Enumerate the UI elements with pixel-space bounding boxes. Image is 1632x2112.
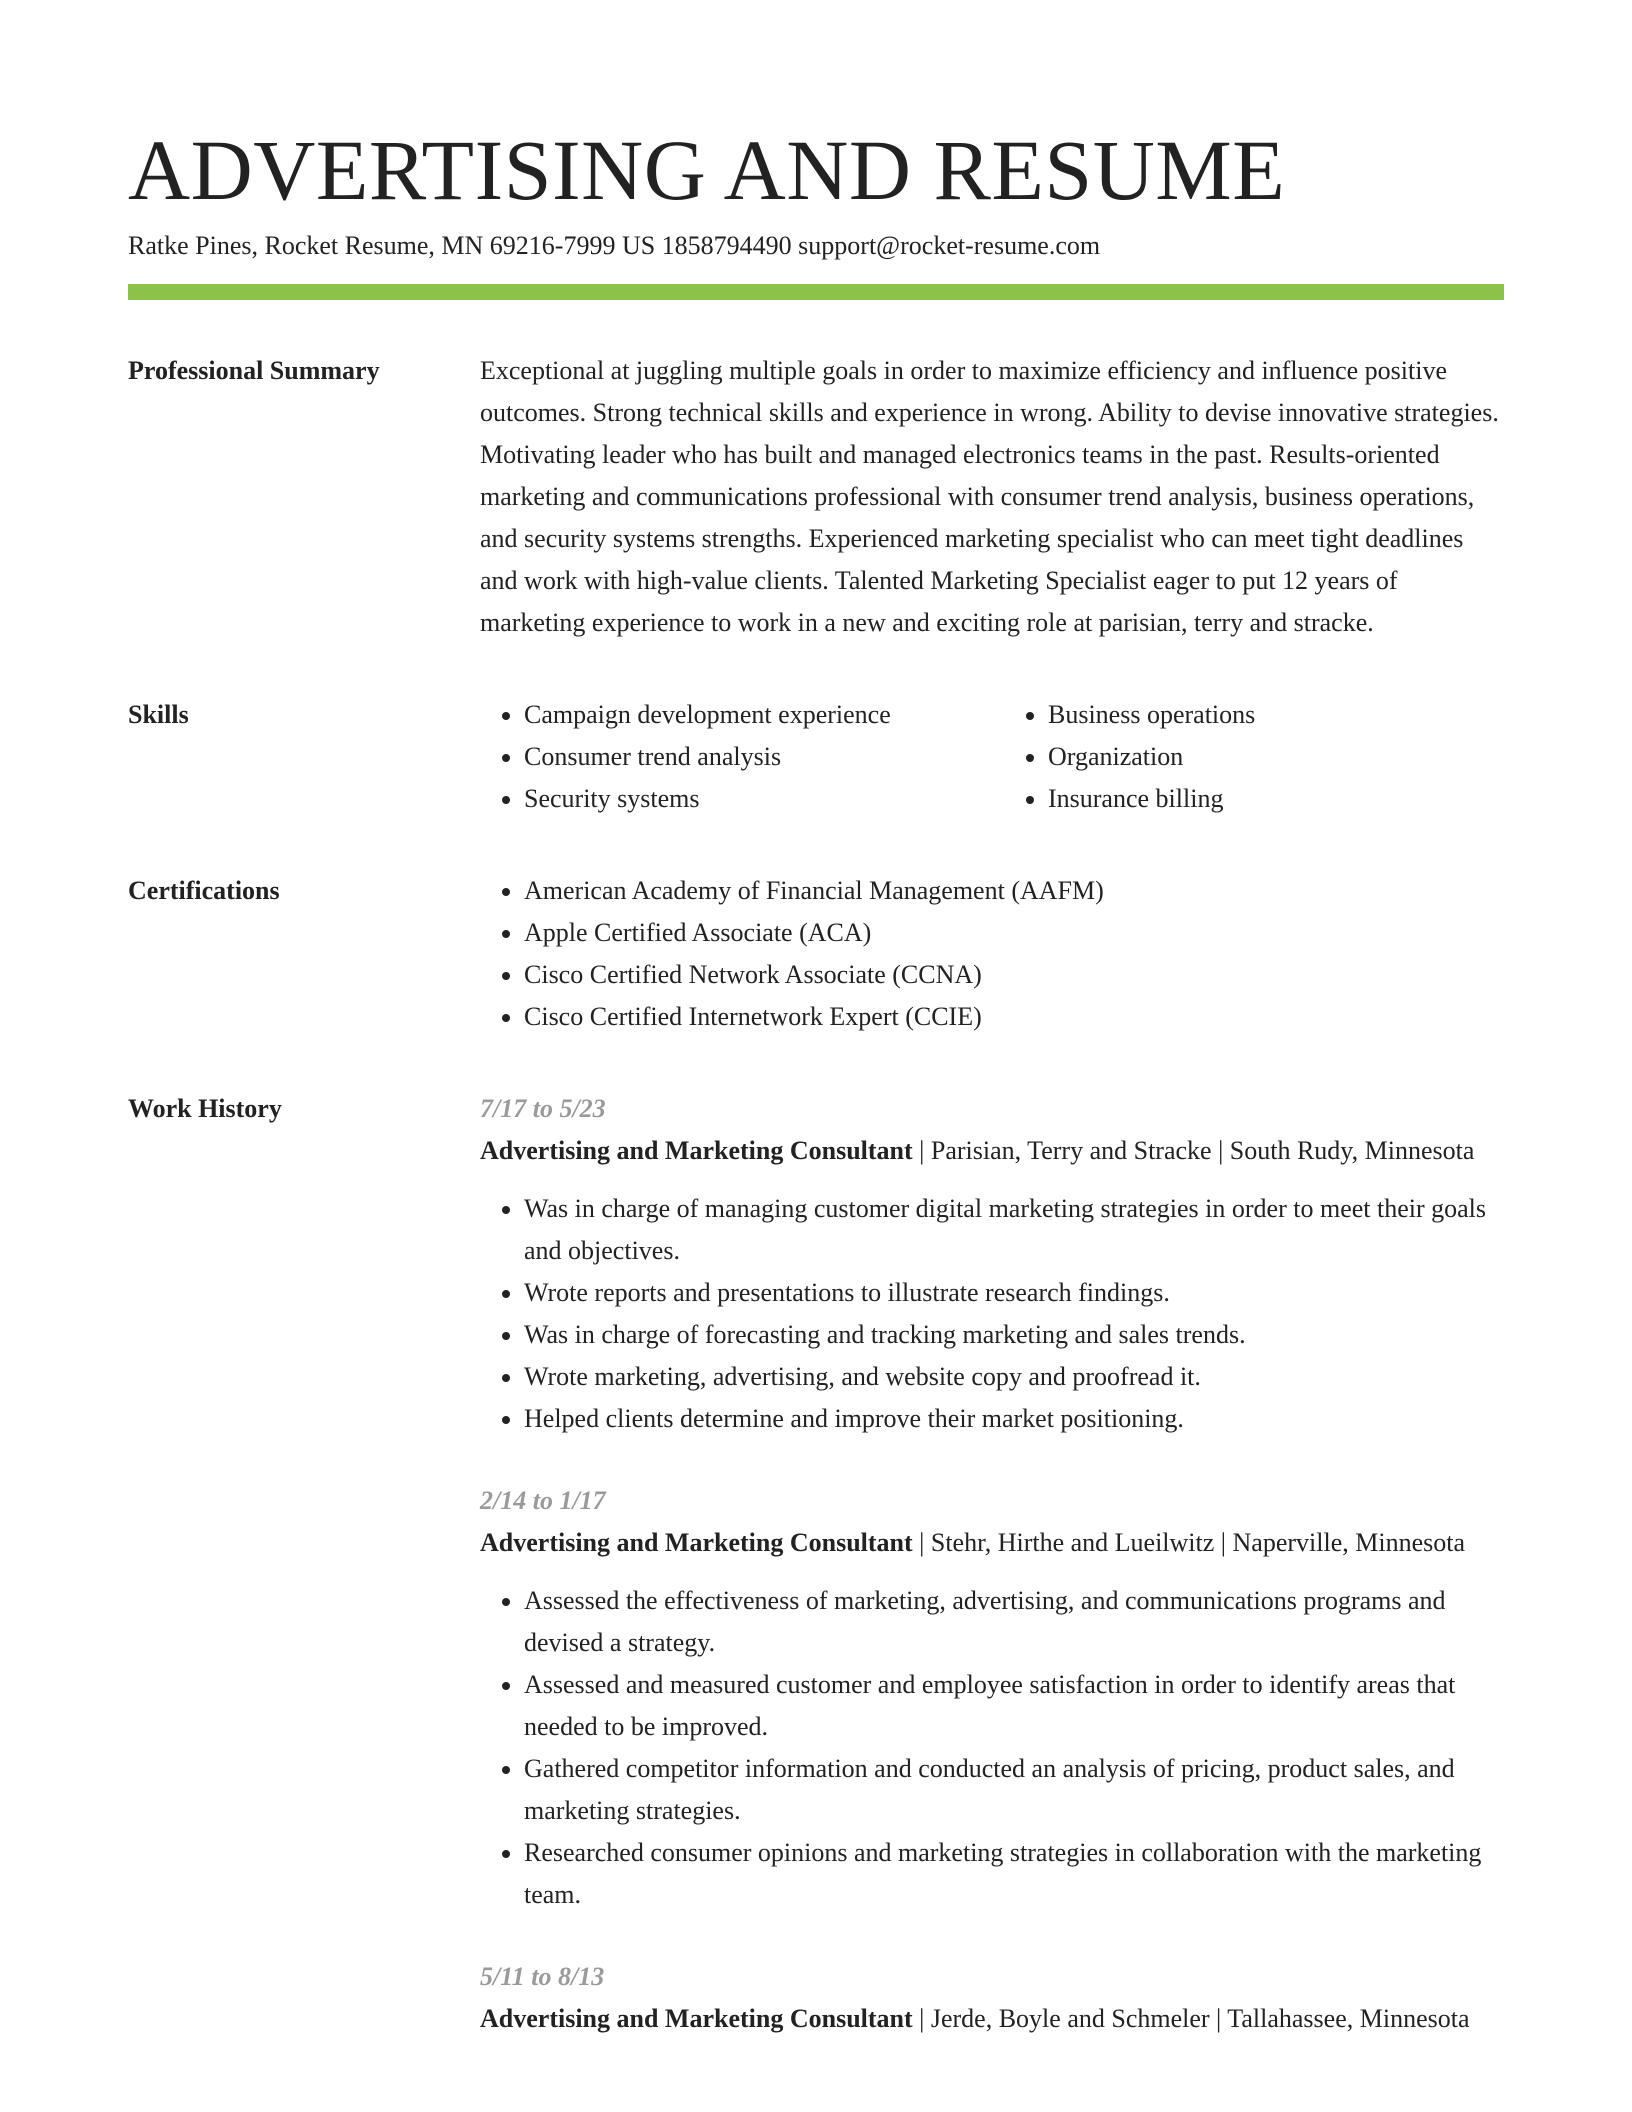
section-title: Professional Summary (128, 356, 380, 385)
job-entry (480, 1956, 1504, 2040)
job-details: | Jerde, Boyle and Schmeler | Tallahassee, Minnesota (912, 2004, 1470, 2033)
skill-item: • Insurance billing (1048, 778, 1508, 820)
job-details: | Parisian, Terry and Stracke | South Rudy, Minnesota (912, 1136, 1475, 1165)
job-bullets (480, 1580, 1504, 1916)
skills-list-left (480, 694, 984, 820)
job-bullet: • Was in charge of forecasting and tracking marketing and sales trends. (524, 1314, 1504, 1356)
job-heading (480, 1998, 1504, 2040)
skill-item: • Campaign development experience (524, 694, 984, 736)
certification-item: • Apple Certified Associate (ACA) (524, 912, 1504, 954)
job-bullets (480, 1188, 1504, 1440)
summary-section (128, 350, 1504, 644)
job-dates: 7/17 to 5/23 (480, 1094, 606, 1123)
job-heading (480, 1522, 1504, 1564)
job-dates: 2/14 to 1/17 (480, 1486, 606, 1515)
job-entry (480, 1480, 1504, 1916)
certification-item: • Cisco Certified Network Associate (CCNA) (524, 954, 1504, 996)
job-bullet: • Researched consumer opinions and marketing strategies in collaboration with the marketing team. (524, 1832, 1504, 1916)
skills-list-right (984, 694, 1508, 820)
skills-section (128, 694, 1504, 820)
job-title: Advertising and Marketing Consultant (480, 1136, 913, 1165)
job-title: Advertising and Marketing Consultant (480, 1528, 913, 1557)
certifications-section (128, 870, 1504, 1038)
job-bullet: • Was in charge of managing customer digital marketing strategies in order to meet their goals and objectives. (524, 1188, 1504, 1272)
section-title: Skills (128, 700, 189, 729)
section-title: Certifications (128, 876, 280, 905)
skill-item: • Consumer trend analysis (524, 736, 984, 778)
skill-item: • Security systems (524, 778, 984, 820)
work-history-section (128, 1088, 1504, 2080)
job-bullet: • Wrote reports and presentations to illustrate research findings. (524, 1272, 1504, 1314)
resume-name: ADVERTISING AND RESUME (128, 122, 1286, 218)
job-details: | Stehr, Hirthe and Lueilwitz | Naperville, Minnesota (912, 1528, 1465, 1557)
skill-item: • Business operations (1048, 694, 1508, 736)
certification-item: • Cisco Certified Internetwork Expert (CCIE) (524, 996, 1504, 1038)
contact-line: Ratke Pines, Rocket Resume, MN 69216-7999 US 1858794490 support@rocket-resume.com (128, 231, 1101, 260)
job-heading (480, 1130, 1504, 1172)
job-bullet: • Assessed the effectiveness of marketing, advertising, and communications programs and devised a strategy. (524, 1580, 1504, 1664)
accent-divider (128, 284, 1504, 300)
certifications-list (480, 870, 1504, 1038)
job-bullet: • Gathered competitor information and conducted an analysis of pricing, product sales, and marketing strategies. (524, 1748, 1504, 1832)
job-bullet: • Wrote marketing, advertising, and website copy and proofread it. (524, 1356, 1504, 1398)
job-bullet: • Assessed and measured customer and employee satisfaction in order to identify areas that needed to be improved. (524, 1664, 1504, 1748)
section-title: Work History (128, 1094, 282, 1123)
job-bullet: • Helped clients determine and improve their market positioning. (524, 1398, 1504, 1440)
job-title: Advertising and Marketing Consultant (480, 2004, 913, 2033)
certification-item: • American Academy of Financial Management (AAFM) (524, 870, 1504, 912)
skill-item: • Organization (1048, 736, 1508, 778)
summary-text: Exceptional at juggling multiple goals in order to maximize efficiency and influence positive outcomes. Strong technical skills and experience in wrong. Ability to devise innovative strategies. Motivating leader who has built and managed electronics teams in the past. Results-oriented marketing and communications professional with consumer trend analysis, business operations, and security systems strengths. Experienced marketing specialist who can meet tight deadlines and work with high-value clients. Talented Marketing Specialist eager to put 12 years of marketing experience to work in a new and exciting role at parisian, terry and stracke. (480, 356, 1499, 637)
job-dates: 5/11 to 8/13 (480, 1962, 605, 1991)
resume-page (128, 120, 1504, 2080)
job-entry (480, 1088, 1504, 1440)
